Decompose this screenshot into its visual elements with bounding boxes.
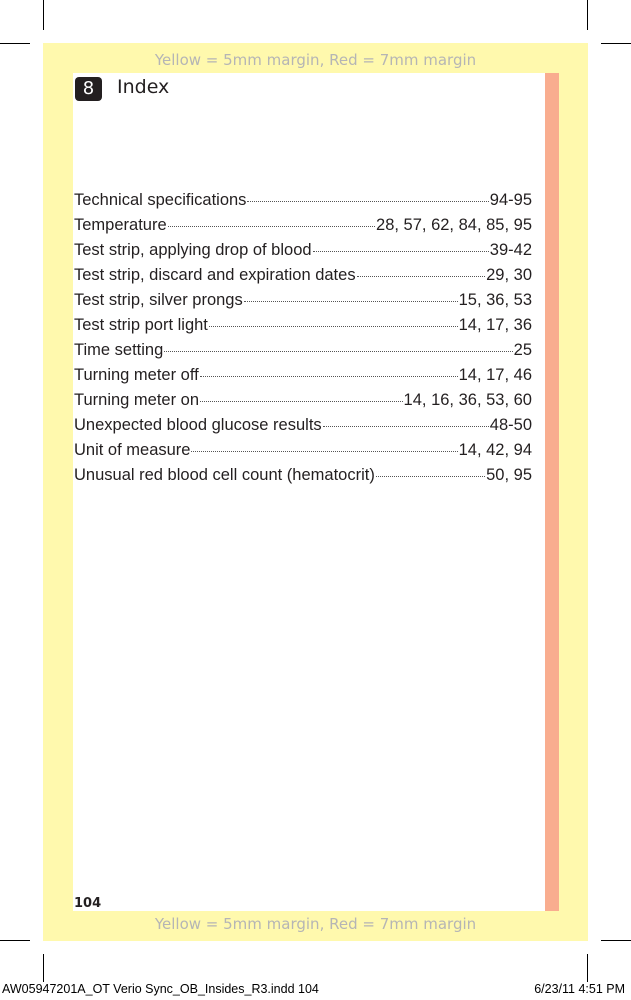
index-entry-pages: 15, 36, 53 (458, 291, 532, 309)
index-entry-term: Turning meter off (74, 366, 199, 384)
index-entry-pages: 94-95 (489, 191, 532, 209)
crop-mark (601, 940, 631, 941)
dot-leader (164, 351, 512, 352)
index-entry-pages: 25 (513, 341, 532, 359)
crop-mark (587, 954, 588, 982)
dot-leader (357, 276, 486, 277)
index-entry-term: Temperature (74, 216, 167, 234)
margin-note-bottom: Yellow = 5mm margin, Red = 7mm margin (154, 915, 477, 933)
index-entry-term: Technical specifications (74, 191, 247, 209)
index-entry-term: Test strip, applying drop of blood (74, 241, 312, 259)
index-entry-term: Test strip, silver prongs (74, 291, 243, 309)
index-entry (74, 288, 532, 313)
page-number: 104 (74, 896, 102, 911)
index-entry-term: Unusual red blood cell count (hematocrit) (74, 466, 375, 484)
index-entry-pages: 14, 17, 46 (458, 366, 532, 384)
index-entry-pages: 14, 42, 94 (458, 441, 532, 459)
dot-leader (200, 401, 403, 402)
dot-leader (168, 226, 375, 227)
crop-mark (43, 954, 44, 982)
index-entry (74, 363, 532, 388)
index-entry (74, 263, 532, 288)
crop-mark (0, 940, 30, 941)
index-entry-pages: 14, 16, 36, 53, 60 (403, 391, 532, 409)
index-entry-pages: 48-50 (489, 416, 532, 434)
chapter-number-badge: 8 (75, 77, 102, 101)
margin-note-top: Yellow = 5mm margin, Red = 7mm margin (154, 51, 477, 69)
dot-leader (247, 201, 488, 202)
index-entry-term: Unit of measure (74, 441, 191, 459)
index-entry (74, 388, 532, 413)
index-entry-pages: 39-42 (489, 241, 532, 259)
dot-leader (244, 301, 458, 302)
index-entry (74, 313, 532, 338)
index-entry (74, 463, 532, 488)
dot-leader (209, 326, 458, 327)
slug-date-time: 6/23/11 4:51 PM (534, 982, 625, 996)
dot-leader (191, 451, 457, 452)
index-entry-term: Turning meter on (74, 391, 200, 409)
index-entry-pages: 14, 17, 36 (458, 316, 532, 334)
index-entry (74, 438, 532, 463)
red-margin-strip (545, 73, 559, 911)
slug-file-name: AW05947201A_OT Verio Sync_OB_Insides_R3.indd 104 (2, 982, 319, 996)
index-entry-pages: 29, 30 (486, 266, 532, 284)
index-entry (74, 238, 532, 263)
index-entry (74, 413, 532, 438)
crop-mark (587, 0, 588, 30)
index-entry-pages: 28, 57, 62, 84, 85, 95 (376, 216, 532, 234)
index-entry (74, 213, 532, 238)
dot-leader (323, 426, 489, 427)
index-entry-pages: 50, 95 (486, 466, 532, 484)
index-entry-term: Test strip, discard and expiration dates (74, 266, 356, 284)
index-entry (74, 188, 532, 213)
index-entry (74, 338, 532, 363)
index-entry-term: Test strip port light (74, 316, 208, 334)
index-entry-term: Unexpected blood glucose results (74, 416, 322, 434)
crop-mark (0, 43, 30, 44)
dot-leader (313, 251, 489, 252)
crop-mark (43, 0, 44, 30)
dot-leader (376, 476, 485, 477)
index-entry-term: Time setting (74, 341, 164, 359)
page-title: Index (117, 76, 170, 98)
crop-mark (601, 43, 631, 44)
dot-leader (200, 376, 458, 377)
index-list (74, 188, 532, 488)
